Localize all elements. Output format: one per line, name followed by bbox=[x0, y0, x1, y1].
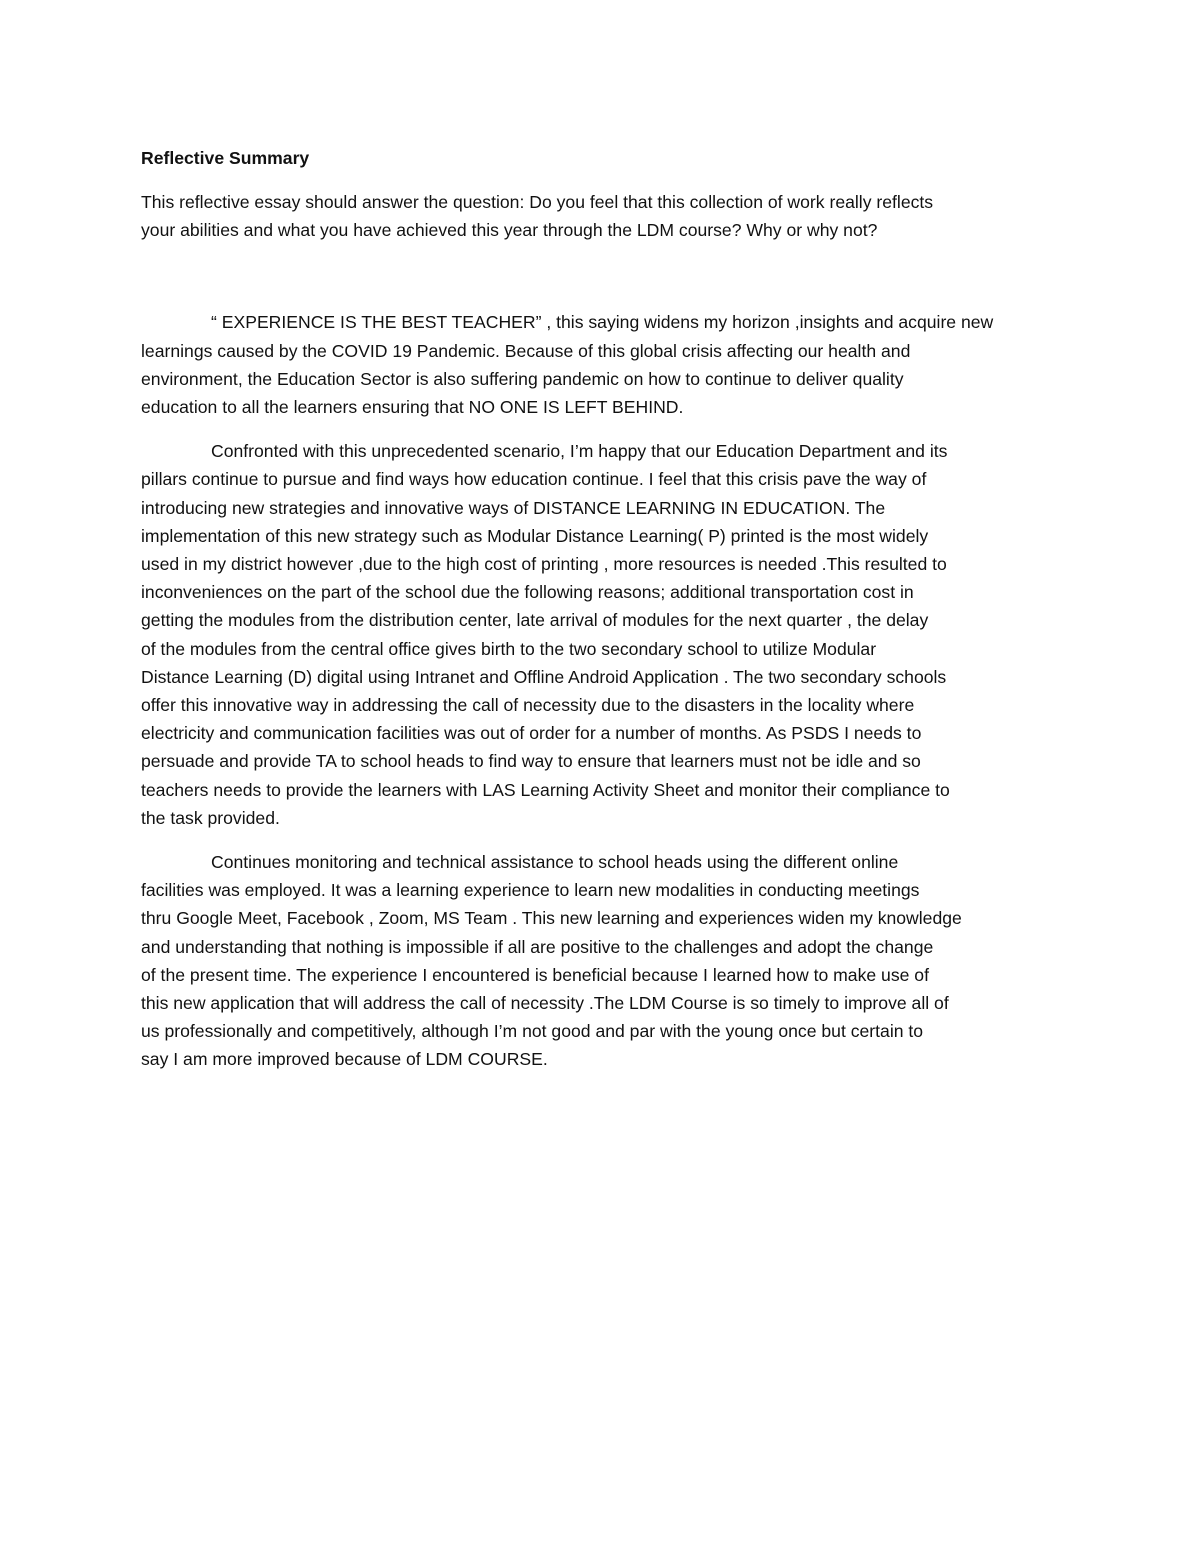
paragraph-line: electricity and communication facilities was out of order for a number of months. As PSDS I needs to bbox=[141, 723, 922, 744]
paragraph-line: and understanding that nothing is impossible if all are positive to the challenges and adopt the change bbox=[141, 936, 934, 957]
paragraph-line: Distance Learning (D) digital using Intranet and Offline Android Application . The two secondary schools bbox=[141, 666, 947, 687]
document-title: Reflective Summary bbox=[141, 148, 310, 168]
paragraph-line: say I am more improved because of LDM COURSE. bbox=[141, 1049, 548, 1070]
paragraph-line: persuade and provide TA to school heads to find way to ensure that learners must not be idle and so bbox=[141, 751, 921, 772]
paragraph-line: getting the modules from the distribution center, late arrival of modules for the next quarter , the delay bbox=[141, 610, 929, 631]
prompt-line: your abilities and what you have achieved this year through the LDM course? Why or why not? bbox=[141, 220, 878, 241]
paragraph-3 bbox=[141, 848, 1066, 1074]
paragraph-line: inconveniences on the part of the school due the following reasons; additional transportation cost in bbox=[141, 582, 914, 603]
prompt-line: This reflective essay should answer the question: Do you feel that this collection of work really reflects bbox=[141, 192, 934, 212]
paragraph-2 bbox=[141, 437, 1066, 832]
paragraph-line: the task provided. bbox=[141, 807, 280, 828]
document-body bbox=[141, 144, 1066, 1090]
paragraph-line: Continues monitoring and technical assistance to school heads using the different online bbox=[211, 852, 899, 873]
paragraph-line: pillars continue to pursue and find ways how education continue. I feel that this crisis pave the way of bbox=[141, 469, 927, 490]
paragraph-line: us professionally and competitively, although I’m not good and par with the young once but certain to bbox=[141, 1021, 924, 1042]
paragraph-line: teachers needs to provide the learners with LAS Learning Activity Sheet and monitor their compliance to bbox=[141, 779, 950, 800]
paragraph-1 bbox=[141, 308, 1066, 421]
essay-prompt bbox=[141, 188, 1066, 244]
paragraph-line: of the modules from the central office gives birth to the two secondary school to utilize Modular bbox=[141, 638, 877, 659]
paragraph-line: of the present time. The experience I encountered is beneficial because I learned how to make use of bbox=[141, 964, 929, 985]
paragraph-line: environment, the Education Sector is also suffering pandemic on how to continue to deliver quality bbox=[141, 368, 904, 389]
paragraph-line: implementation of this new strategy such as Modular Distance Learning( P) printed is the most widely bbox=[141, 525, 929, 546]
paragraph-line: “ EXPERIENCE IS THE BEST TEACHER” , this saying widens my horizon ,insights and acquire new bbox=[211, 312, 994, 333]
paragraph-line: Confronted with this unprecedented scenario, I’m happy that our Education Department and its bbox=[211, 441, 948, 462]
spacer bbox=[141, 244, 1066, 308]
paragraph-line: this new application that will address the call of necessity .The LDM Course is so timely to improve all of bbox=[141, 993, 949, 1014]
paragraph-line: education to all the learners ensuring that NO ONE IS LEFT BEHIND. bbox=[141, 397, 684, 418]
paragraph-line: introducing new strategies and innovative ways of DISTANCE LEARNING IN EDUCATION. The bbox=[141, 497, 886, 518]
paragraph-line: learnings caused by the COVID 19 Pandemic. Because of this global crisis affecting our health and bbox=[141, 340, 911, 361]
paragraph-line: thru Google Meet, Facebook , Zoom, MS Team . This new learning and experiences widen my knowledge bbox=[141, 908, 962, 929]
paragraph-line: used in my district however ,due to the high cost of printing , more resources is needed .This resulted to bbox=[141, 554, 947, 575]
paragraph-line: offer this innovative way in addressing the call of necessity due to the disasters in the locality where bbox=[141, 695, 915, 716]
paragraph-line: facilities was employed. It was a learning experience to learn new modalities in conducting meetings bbox=[141, 880, 920, 901]
